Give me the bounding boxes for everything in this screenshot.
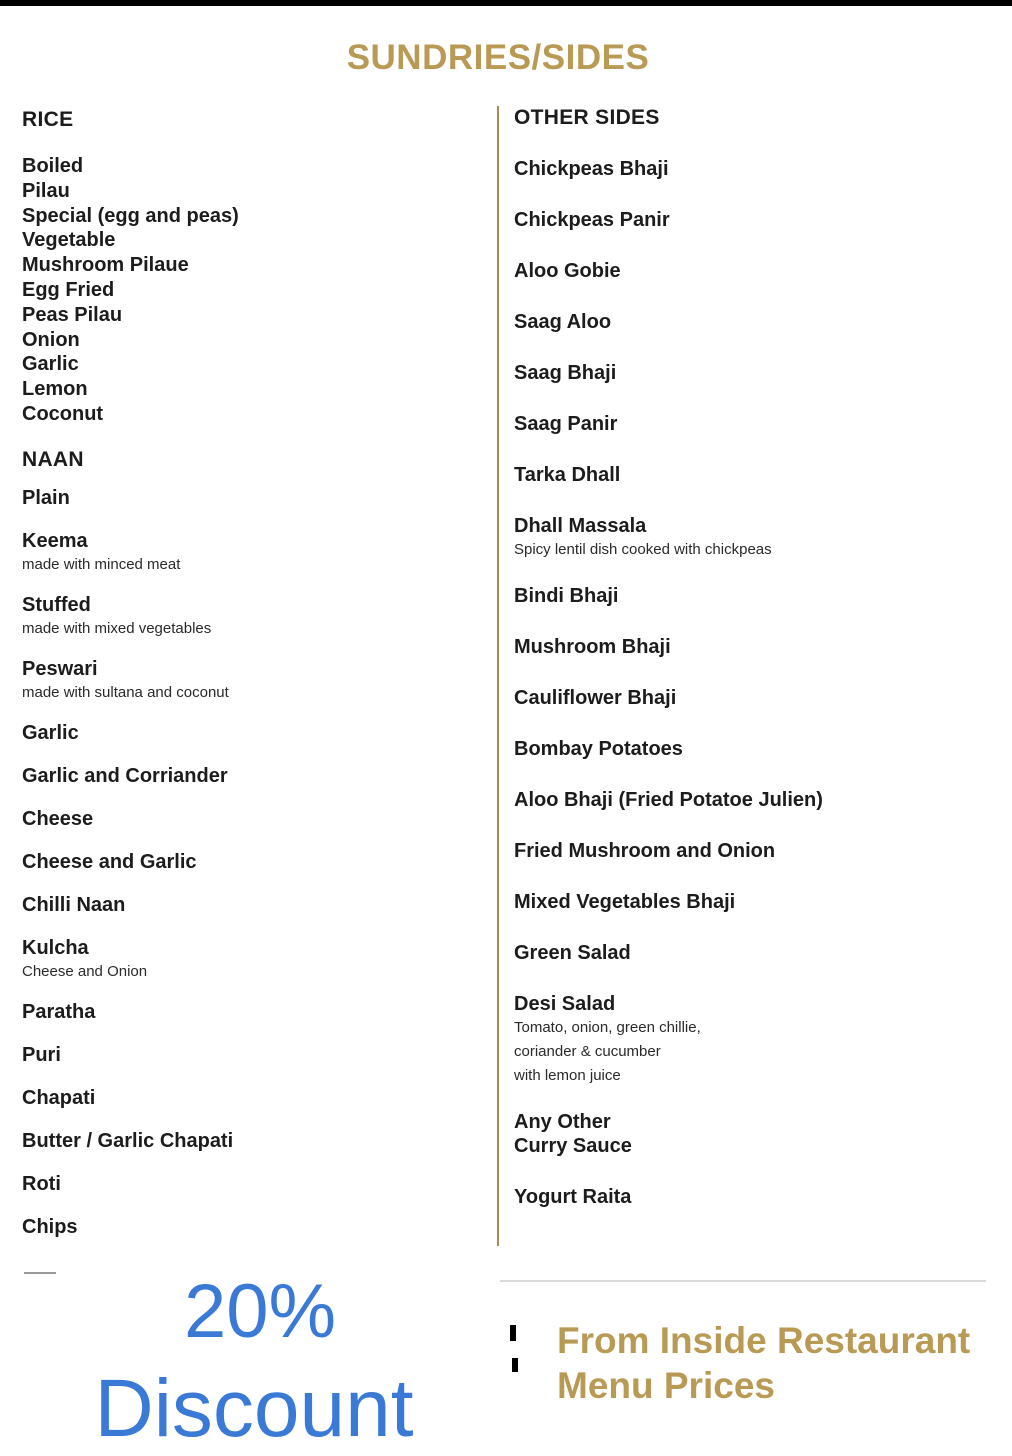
item-name-line: Any Other	[514, 1111, 611, 1133]
item-name: Kulcha	[22, 936, 89, 959]
item-name: Roti	[22, 1172, 61, 1195]
naan-item-peswari	[22, 657, 482, 705]
naan-item-kulcha	[22, 936, 482, 984]
item-name: Chips	[22, 1215, 78, 1238]
item-name-line: Curry Sauce	[514, 1135, 632, 1157]
item-name: Green Salad	[514, 942, 631, 964]
item-name: Bindi Bhaji	[514, 585, 619, 607]
rice-item-vegetable: Vegetable	[22, 229, 116, 252]
naan-item-puri	[22, 1043, 482, 1067]
side-item-tarka-dhall	[514, 463, 984, 487]
item-name: Saag Bhaji	[514, 362, 617, 384]
naan-item-garlic-corriander	[22, 764, 482, 788]
item-name: Dhall Massala	[514, 515, 647, 537]
side-item-aloo-bhaji	[514, 788, 984, 812]
side-item-bombay-potatoes	[514, 737, 984, 761]
promo-text	[557, 1318, 997, 1408]
rice-item-peas-pilau: Peas Pilau	[22, 303, 123, 326]
discount-label: Discount	[94, 1363, 414, 1454]
naan-item-cheese-garlic	[22, 850, 482, 874]
top-border	[0, 0, 1012, 6]
naan-item-garlic	[22, 721, 482, 745]
naan-item-stuffed	[22, 593, 482, 641]
item-name: Cheese and Garlic	[22, 850, 197, 873]
side-item-bindi-bhaji	[514, 584, 984, 608]
item-description: Cheese and Onion	[22, 962, 148, 980]
item-name: Fried Mushroom and Onion	[514, 840, 776, 862]
rice-list	[22, 154, 482, 427]
item-name: Plain	[22, 486, 70, 509]
item-name: Stuffed	[22, 593, 91, 616]
side-item-saag-panir	[514, 412, 984, 436]
rice-item-pilau: Pilau	[22, 179, 70, 202]
rice-heading: RICE	[22, 108, 74, 131]
item-name: Cauliflower Bhaji	[514, 687, 677, 709]
item-description: made with minced meat	[22, 555, 181, 573]
promo-line-2: Menu Prices	[557, 1365, 775, 1406]
item-name: Yogurt Raita	[514, 1186, 632, 1208]
item-name: Aloo Bhaji (Fried Potatoe Julien)	[514, 789, 823, 811]
column-divider	[497, 106, 499, 1246]
rice-item-egg-fried: Egg Fried	[22, 278, 115, 301]
item-name: Chickpeas Panir	[514, 209, 670, 231]
item-name: Paratha	[22, 1000, 96, 1023]
item-name: Chilli Naan	[22, 893, 126, 916]
side-item-mushroom-bhaji	[514, 635, 984, 659]
side-item-aloo-gobie	[514, 259, 984, 283]
item-description-line: coriander & cucumber	[514, 1043, 661, 1060]
naan-item-butter-garlic-chapati	[22, 1129, 482, 1153]
rice-item-lemon: Lemon	[22, 378, 88, 401]
side-item-chickpeas-bhaji	[514, 157, 984, 181]
item-name: Desi Salad	[514, 993, 616, 1015]
rice-item-special: Special (egg and peas)	[22, 204, 239, 227]
naan-item-paratha	[22, 1000, 482, 1024]
item-name: Chickpeas Bhaji	[514, 158, 669, 180]
footer-dash	[24, 1272, 56, 1274]
item-description: made with sultana and coconut	[22, 683, 229, 701]
item-name: Garlic and Corriander	[22, 764, 228, 787]
item-name: Mushroom Bhaji	[514, 636, 671, 658]
marker-bar	[510, 1325, 516, 1341]
naan-item-roti	[22, 1172, 482, 1196]
item-description: Spicy lentil dish cooked with chickpeas	[514, 541, 772, 558]
side-item-desi-salad	[514, 992, 984, 1088]
item-name: Chapati	[22, 1086, 96, 1109]
side-item-any-other-curry-sauce	[514, 1110, 984, 1158]
item-name: Garlic	[22, 721, 79, 744]
item-description-line: Tomato, onion, green chillie,	[514, 1019, 701, 1036]
item-name: Mixed Vegetables Bhaji	[514, 891, 736, 913]
discount-percent: 20%	[183, 1269, 337, 1354]
marker-bar	[512, 1358, 518, 1372]
other-sides-heading: OTHER SIDES	[514, 106, 660, 129]
rice-item-mushroom-pilaue: Mushroom Pilaue	[22, 254, 189, 277]
naan-item-keema	[22, 529, 482, 577]
rice-item-boiled: Boiled	[22, 155, 84, 177]
item-name: Saag Aloo	[514, 311, 612, 333]
promo-line-1: From Inside Restaurant	[557, 1320, 971, 1361]
naan-section	[22, 448, 482, 1239]
right-column	[514, 106, 984, 1236]
side-item-chickpeas-panir	[514, 208, 984, 232]
naan-item-chapati	[22, 1086, 482, 1110]
left-column	[22, 108, 482, 1258]
side-item-saag-aloo	[514, 310, 984, 334]
item-name: Keema	[22, 529, 88, 552]
rice-item-coconut: Coconut	[22, 402, 104, 425]
item-name: Peswari	[22, 657, 98, 680]
other-sides-list	[514, 157, 984, 1209]
side-item-green-salad	[514, 941, 984, 965]
item-description-line: with lemon juice	[514, 1067, 621, 1084]
side-item-yogurt-raita	[514, 1185, 984, 1209]
naan-item-plain	[22, 486, 482, 510]
naan-heading: NAAN	[22, 447, 84, 471]
side-item-cauliflower-bhaji	[514, 686, 984, 710]
side-item-mixed-vegetables-bhaji	[514, 890, 984, 914]
rice-item-garlic: Garlic	[22, 353, 79, 376]
page-title: SUNDRIES/SIDES	[346, 38, 650, 77]
item-name: Tarka Dhall	[514, 464, 621, 486]
item-name: Cheese	[22, 807, 94, 830]
item-name: Puri	[22, 1043, 61, 1066]
item-name: Bombay Potatoes	[514, 738, 683, 760]
side-item-dhall-massala	[514, 514, 984, 562]
item-description: made with mixed vegetables	[22, 619, 212, 637]
naan-list	[22, 486, 482, 1239]
footer-divider	[500, 1280, 986, 1282]
naan-item-cheese	[22, 807, 482, 831]
naan-item-chilli-naan	[22, 893, 482, 917]
rice-item-onion: Onion	[22, 328, 80, 351]
item-name: Saag Panir	[514, 413, 618, 435]
item-name: Butter / Garlic Chapati	[22, 1129, 234, 1152]
side-item-saag-bhaji	[514, 361, 984, 385]
item-name: Aloo Gobie	[514, 260, 621, 282]
side-item-fried-mushroom-onion	[514, 839, 984, 863]
naan-item-chips	[22, 1215, 482, 1239]
